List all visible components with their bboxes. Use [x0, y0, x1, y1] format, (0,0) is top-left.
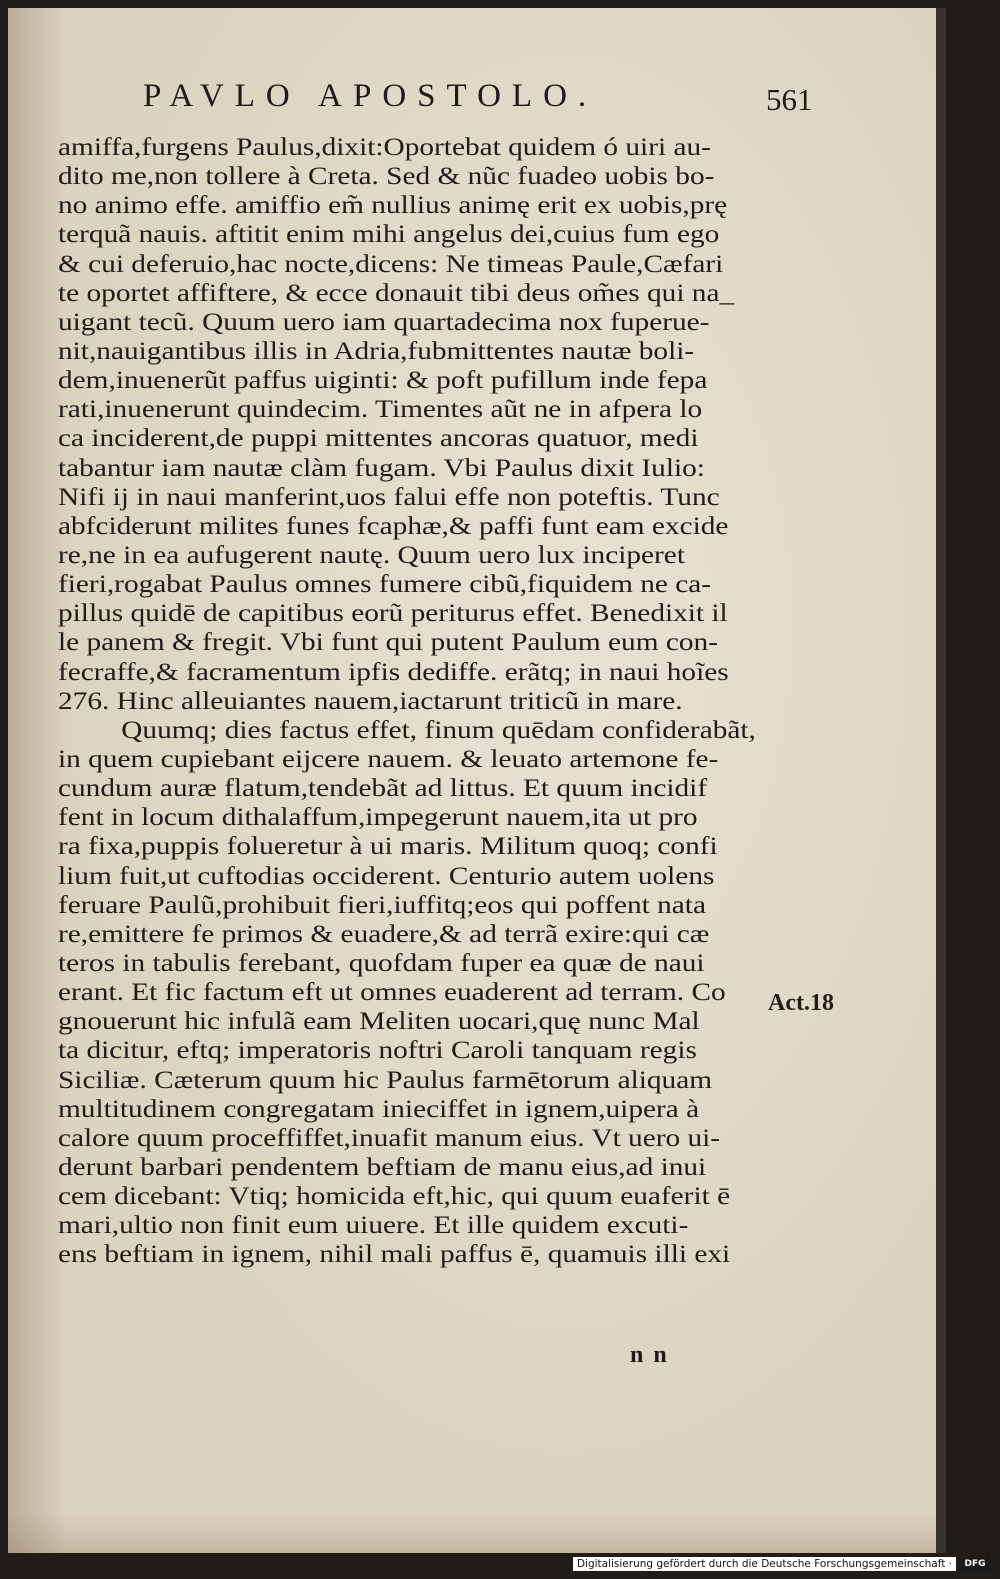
text-line: pillus quidē de capitibus eorũ periturus effet. Benedixit il [58, 598, 728, 628]
text-line: no animo effe. amiffio em̃ nullius animę erit ex uobis,prę [58, 190, 728, 220]
text-line: feruare Paulũ,prohibuit fieri,iuffitq;eos qui poffent nata [58, 889, 706, 919]
text-line: dem,inuenerũt paffus uiginti: & poft pufillum inde fepa [58, 365, 708, 395]
text-line: Nifi ij in naui manferint,uos falui effe non poteftis. Tunc [58, 481, 720, 511]
text-line: ens beftiam in ignem, nihil mali paffus ē, quamuis illi exi [58, 1239, 731, 1269]
text-line: terquã nauis. aftitit enim mihi angelus dei,cuius fum ego [58, 219, 720, 249]
text-line: 276. Hinc alleuiantes nauem,iactarunt triticũ in mare. [58, 685, 683, 715]
text-line: fent in locum dithalaffum,impegerunt nauem,ita ut pro [58, 802, 698, 832]
text-line: fieri,rogabat Paulus omnes fumere cibũ,fiquidem ne ca- [58, 569, 712, 599]
text-line: cem dicebant: Vtiq; homicida eft,hic, qui quum euaferit ē [58, 1181, 731, 1211]
text-line: derunt barbari pendentem beftiam de manu eius,ad inui [58, 1151, 707, 1181]
text-line: gnouerunt hic infulã eam Meliten uocari,quę nunc Mal [58, 1006, 700, 1036]
text-line: cundum auræ flatum,tendebãt ad littus. Et quum incidif [58, 773, 708, 803]
margin-note: Act.18 [768, 990, 834, 1016]
text-line: multitudinem congregatam inieciffet in ignem,uipera à [58, 1093, 700, 1123]
digitization-credit: Digitalisierung gefördert durch die Deutsche Forschungsgemeinschaft · [573, 1557, 956, 1571]
body-text [58, 132, 758, 1268]
text-line: fecraffe,& facramentum ipfis dediffe. erãtq; in naui hoĩes [58, 656, 729, 686]
book-page [8, 8, 946, 1553]
text-line: in quem cupiebant eijcere nauem. & leuato artemone fe- [58, 743, 719, 773]
signature-mark: n n [630, 1342, 669, 1368]
text-line: dito me,non tollere à Creta. Sed & nũc fuadeo uobis bo- [58, 161, 715, 191]
text-line: calore quum proceffiffet,inuafit manum eius. Vt uero ui- [58, 1122, 721, 1152]
text-line: te oportet affiftere, & ecce donauit tibi deus om̃es qui na_ [58, 277, 735, 307]
text-line: tabantur iam nautæ clàm fugam. Vbi Paulus dixit Iulio: [58, 452, 705, 482]
text-line: erant. Et fic factum eft ut omnes euaderent ad terram. Co [58, 977, 726, 1007]
running-head: PAVLO APOSTOLO. [143, 78, 598, 114]
page-number: 561 [766, 82, 813, 117]
text-line: Siciliæ. Cæterum quum hic Paulus farmētorum aliquam [58, 1064, 713, 1094]
text-line: uigant tecũ. Quum uero iam quartadecima nox fuperue- [58, 306, 710, 336]
text-line: le panem & fregit. Vbi funt qui putent Paulum eum con- [58, 627, 718, 657]
text-line: amiffa,furgens Paulus,dixit:Oportebat quidem ó uiri au- [58, 132, 711, 161]
text-line: lium fuit,ut cuftodias occiderent. Centurio autem uolens [58, 860, 715, 890]
text-line: ca inciderent,de puppi mittentes ancoras quatuor, medi [58, 423, 699, 453]
dfg-logo: DFG [960, 1557, 990, 1572]
text-line: ra fixa,puppis folueretur à ui maris. Militum quoq; confi [58, 831, 718, 861]
text-line: nit,nauigantibus illis in Adria,fubmittentes nautæ boli- [58, 335, 695, 365]
text-line: teros in tabulis ferebant, quofdam fuper ea quæ de naui [58, 947, 705, 977]
text-line: mari,ultio non finit eum uiuere. Et ille quidem excuti- [58, 1210, 689, 1240]
text-line: rati,inuenerunt quindecim. Timentes aũt ne in afpera lo [58, 394, 703, 424]
text-line: Quumq; dies factus effet, finum quēdam confiderabãt, [121, 714, 756, 744]
text-line: re,emittere fe primos & euadere,& ad terrã exire:qui cæ [58, 918, 710, 948]
text-line: abfciderunt milites funes fcaphæ,& paffi funt eam excide [58, 510, 729, 540]
text-line: & cui deferuio,hac nocte,dicens: Ne timeas Paule,Cæfari [58, 248, 724, 278]
text-line: ta dicitur, eftq; imperatoris noftri Caroli tanquam regis [58, 1035, 697, 1065]
text-line: re,ne in ea aufugerent nautę. Quum uero lux inciperet [58, 539, 685, 569]
